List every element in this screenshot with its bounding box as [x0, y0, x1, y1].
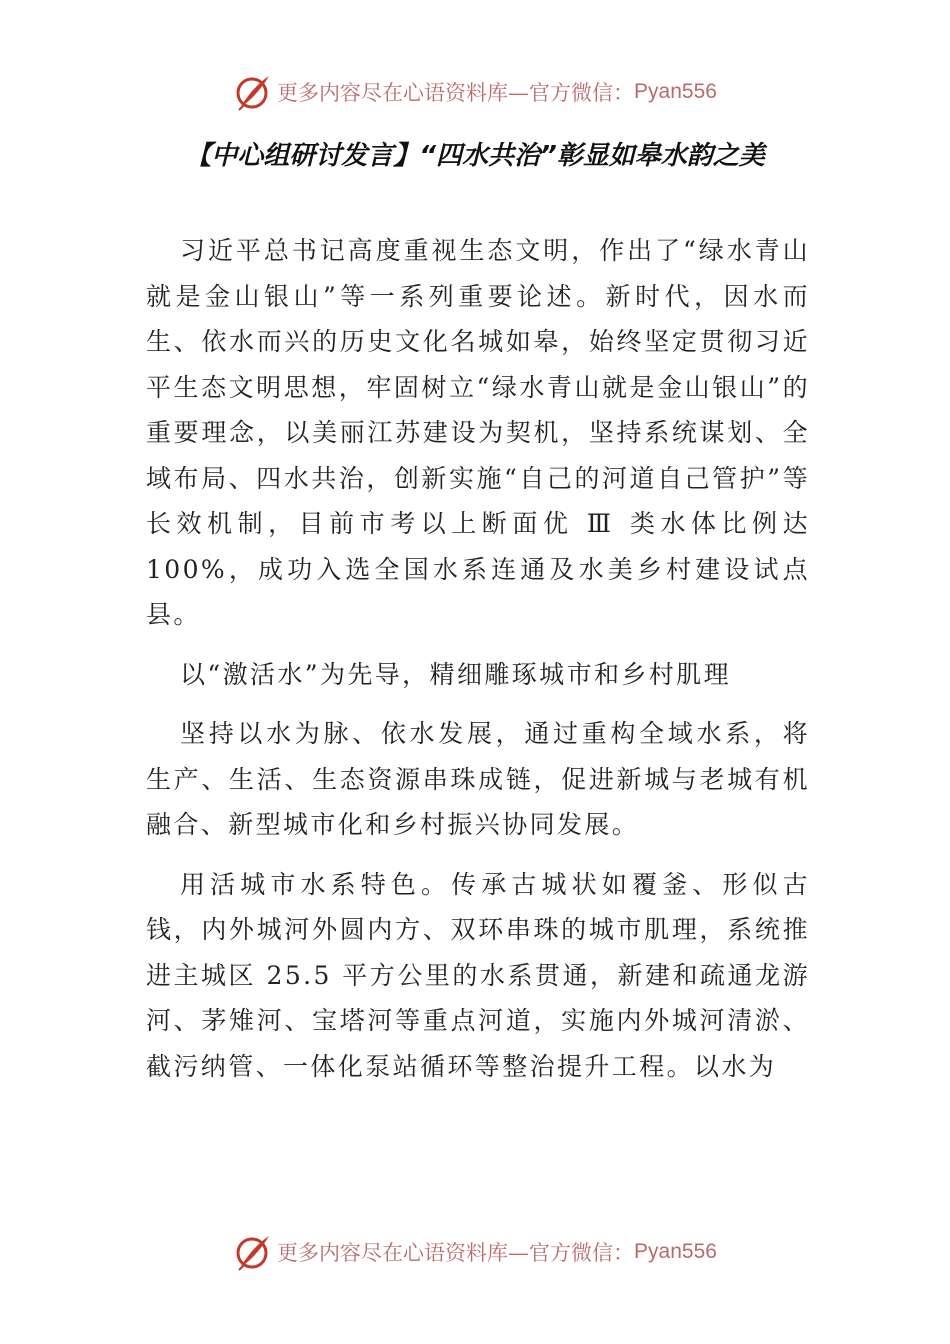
paragraph-overview: 坚持以水为脉、依水发展，通过重构全域水系，将生产、生活、生态资源串珠成链，促进新城与老城有机融合、新型城市化和乡村振兴协同发展。: [146, 719, 810, 839]
section-heading: 以“激活水”为先导，精细雕琢城市和乡村肌理: [180, 659, 731, 689]
document-title: 【中心组研讨发言】“四水共治”彰显如皋水韵之美: [185, 141, 765, 171]
footer-banner-text: 更多内容尽在心语资料库—官方微信：: [277, 1241, 635, 1265]
paragraph-city-water: 用活城市水系特色。传承古城状如覆釜、形似古钱，内外城河外圆内方、双环串珠的城市肌理，系统推进主城区 25.5 平方公里的水系贯通，新建和疏通龙游河、茅雉河、宝塔河等重点河道，实施内外城河清淤、截污纳管、一体化泵站循环等整治提升工程。以水为: [146, 869, 810, 1081]
header-wechat-id: Pyan556: [634, 80, 717, 103]
footer-banner: [0, 1230, 950, 1274]
document-body: [146, 228, 810, 1103]
paragraph-intro: 习近平总书记高度重视生态文明，作出了“绿水青山就是金山银山”等一系列重要论述。新时代，因水而生、依水而兴的历史文化名城如皋，始终坚定贯彻习近平生态文明思想，牢固树立“绿水青山就是金山银山”的重要理念，以美丽江苏建设为契机，坚持系统谋划、全域布局、四水共治，创新实施“自己的河道自己管护”等长效机制，目前市考以上断面优 Ⅲ 类水体比例达 100%，成功入选全国水系连通及水美乡村建设试点县。: [146, 236, 810, 629]
quill-pen-logo-icon: [233, 1232, 273, 1272]
header-banner: [0, 70, 950, 114]
footer-wechat-id: Pyan556: [634, 1240, 717, 1263]
header-banner-text: 更多内容尽在心语资料库—官方微信：: [277, 81, 635, 105]
quill-pen-logo-icon: [233, 72, 273, 112]
